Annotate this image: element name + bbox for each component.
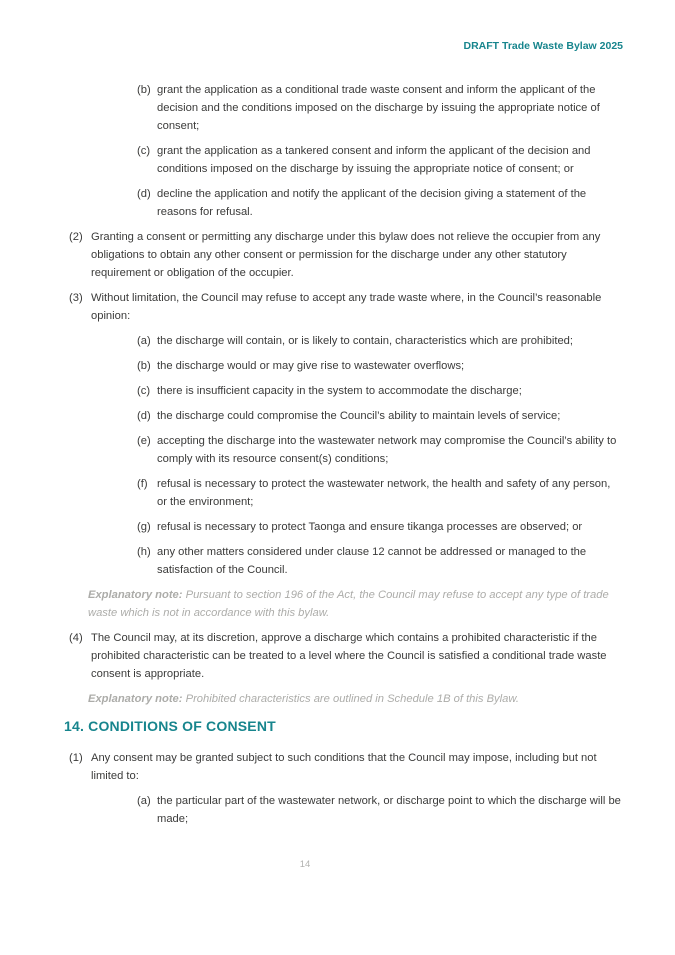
page-number: 14 bbox=[299, 859, 311, 870]
item-label: (b) bbox=[137, 360, 151, 372]
item-text: the discharge will contain, or is likely to contain, characteristics which are prohibited; bbox=[157, 335, 573, 347]
explanatory-note bbox=[88, 586, 624, 622]
section-heading: 14. CONDITIONS OF CONSENT bbox=[64, 718, 276, 734]
list-item-13-c bbox=[0, 142, 675, 178]
item-label: (c) bbox=[137, 385, 151, 397]
item-text: the particular part of the wastewater network, or discharge point to which the discharge will be made; bbox=[157, 795, 621, 825]
list-item-13-d bbox=[0, 185, 675, 221]
document-header-title: DRAFT Trade Waste Bylaw 2025 bbox=[463, 40, 623, 52]
clause-13-3 bbox=[0, 289, 675, 325]
item-label: (1) bbox=[69, 752, 83, 764]
explanatory-note-text: Prohibited characteristics are outlined in Schedule 1B of this Bylaw. bbox=[182, 693, 519, 705]
item-text: refusal is necessary to protect the wastewater network, the health and safety of any person, or the environment; bbox=[157, 478, 611, 508]
item-label: (d) bbox=[137, 188, 151, 200]
item-label: (h) bbox=[137, 546, 151, 558]
refusal-ground-e bbox=[0, 432, 675, 468]
item-text: grant the application as a tankered consent and inform the applicant of the decision and conditions imposed on the discharge by issuing the appropriate notice of consent; or bbox=[157, 145, 591, 175]
item-label: (c) bbox=[137, 145, 151, 157]
explanatory-note bbox=[88, 690, 624, 708]
item-text: Without limitation, the Council may refuse to accept any trade waste where, in the Council’s reasonable opinion: bbox=[91, 292, 602, 322]
item-text: Granting a consent or permitting any discharge under this bylaw does not relieve the occupier from any obligations to obtain any other consent or permission for the discharge under any other statutory requirement or obligation of the occupier. bbox=[91, 231, 601, 279]
item-text: there is insufficient capacity in the system to accommodate the discharge; bbox=[157, 385, 522, 397]
refusal-ground-d bbox=[0, 407, 675, 425]
list-item-13-b bbox=[0, 81, 675, 135]
item-label: (a) bbox=[137, 335, 151, 347]
item-text: refusal is necessary to protect Taonga and ensure tikanga processes are observed; or bbox=[157, 521, 583, 533]
item-label: (2) bbox=[69, 231, 83, 243]
explanatory-note-label: Explanatory note: bbox=[88, 589, 183, 601]
clause-14-1 bbox=[0, 749, 675, 785]
item-label: (a) bbox=[137, 795, 151, 807]
refusal-ground-g bbox=[0, 518, 675, 536]
item-label: (e) bbox=[137, 435, 151, 447]
item-text: The Council may, at its discretion, approve a discharge which contains a prohibited characteristic if the prohibited characteristic can be treated to a level where the Council is satisfied a conditional trade waste consent is appropriate. bbox=[91, 632, 607, 680]
item-label: (b) bbox=[137, 84, 151, 96]
explanatory-note-label: Explanatory note: bbox=[88, 693, 183, 705]
item-text: Any consent may be granted subject to such conditions that the Council may impose, including but not limited to: bbox=[91, 752, 597, 782]
item-text: any other matters considered under clause 12 cannot be addressed or managed to the satisfaction of the Council. bbox=[157, 546, 587, 576]
explanatory-note-text: Pursuant to section 196 of the Act, the Council may refuse to accept any type of trade waste which is not in accordance with this bylaw. bbox=[88, 589, 609, 619]
refusal-ground-h bbox=[0, 543, 675, 579]
item-text: the discharge could compromise the Council’s ability to maintain levels of service; bbox=[157, 410, 561, 422]
refusal-ground-b bbox=[0, 357, 675, 375]
item-label: (4) bbox=[69, 632, 83, 644]
item-label: (f) bbox=[137, 478, 148, 490]
item-text: decline the application and notify the applicant of the decision giving a statement of the reasons for refusal. bbox=[157, 188, 587, 218]
item-text: grant the application as a conditional trade waste consent and inform the applicant of the decision and the conditions imposed on the discharge by issuing the appropriate notice of consent; bbox=[157, 84, 600, 132]
item-label: (g) bbox=[137, 521, 151, 533]
document-content bbox=[0, 81, 675, 835]
clause-13-2 bbox=[0, 228, 675, 282]
refusal-ground-f bbox=[0, 475, 675, 511]
item-text: the discharge would or may give rise to wastewater overflows; bbox=[157, 360, 465, 372]
clause-13-4 bbox=[0, 629, 675, 683]
refusal-ground-c bbox=[0, 382, 675, 400]
item-label: (3) bbox=[69, 292, 83, 304]
condition-a bbox=[0, 792, 675, 828]
item-label: (d) bbox=[137, 410, 151, 422]
refusal-ground-a bbox=[0, 332, 675, 350]
item-text: accepting the discharge into the wastewater network may compromise the Council’s ability to comply with its resource consent(s) conditions; bbox=[157, 435, 617, 465]
